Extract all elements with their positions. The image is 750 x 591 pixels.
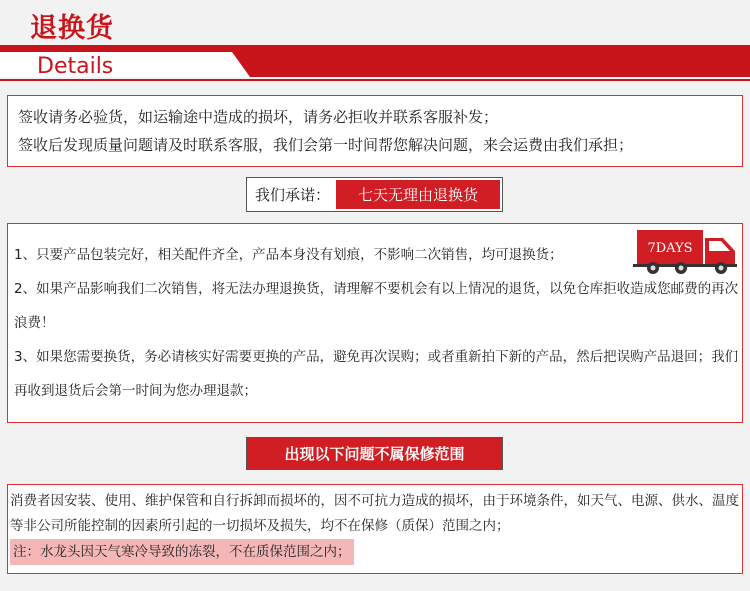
page-header <box>0 0 750 84</box>
policy-item-2: 2、如果产品影响我们二次销售，将无法办理退换货，请理解不要机会有以上情况的退货，以免仓库拒收造成您邮费的再次浪费！ <box>14 281 739 331</box>
promise-banner <box>246 177 503 212</box>
inspection-notice <box>7 95 743 167</box>
page-subtitle: Details <box>37 54 114 79</box>
frost-note: 注：水龙头因天气寒冷导致的冻裂，不在质保范围之内； <box>10 539 354 565</box>
delivery-truck-icon <box>631 224 739 276</box>
page-title: 退换货 <box>30 13 114 44</box>
notice-line-2: 签收后发现质量问题请及时联系客服，我们会第一时间帮您解决问题，来会运费由我们承担； <box>18 136 634 154</box>
notice-line-1: 签收请务必验货，如运输途中造成的损坏，请务必拒收并联系客服补发； <box>18 108 499 126</box>
warranty-exclusions <box>7 484 743 574</box>
exclusions-text: 消费者因安装、使用、维护保管和自行拆卸而损坏的，因不可抗力造成的损坏，由于环境条件，如天气、电源、供水、温度等非公司所能控制的因素所引起的一切损坏及损失，均不在保修（质保）范围之内； <box>10 493 739 534</box>
promise-value: 七天无理由退换货 <box>336 180 500 209</box>
truck-label: 7DAYS <box>647 241 693 256</box>
promise-label: 我们承诺： <box>255 186 331 204</box>
not-covered-heading: 出现以下问题不属保修范围 <box>246 437 503 470</box>
policy-item-1: 1、只要产品包装完好，相关配件齐全，产品本身没有划痕，不影响二次销售，均可退换货； <box>14 247 563 263</box>
policy-item-3: 3、如果您需要换货，务必请核实好需要更换的产品，避免再次误购；或者重新拍下新的产品，然后把误购产品退回；我们再收到退货后会第一时间为您办理退款； <box>14 349 739 399</box>
